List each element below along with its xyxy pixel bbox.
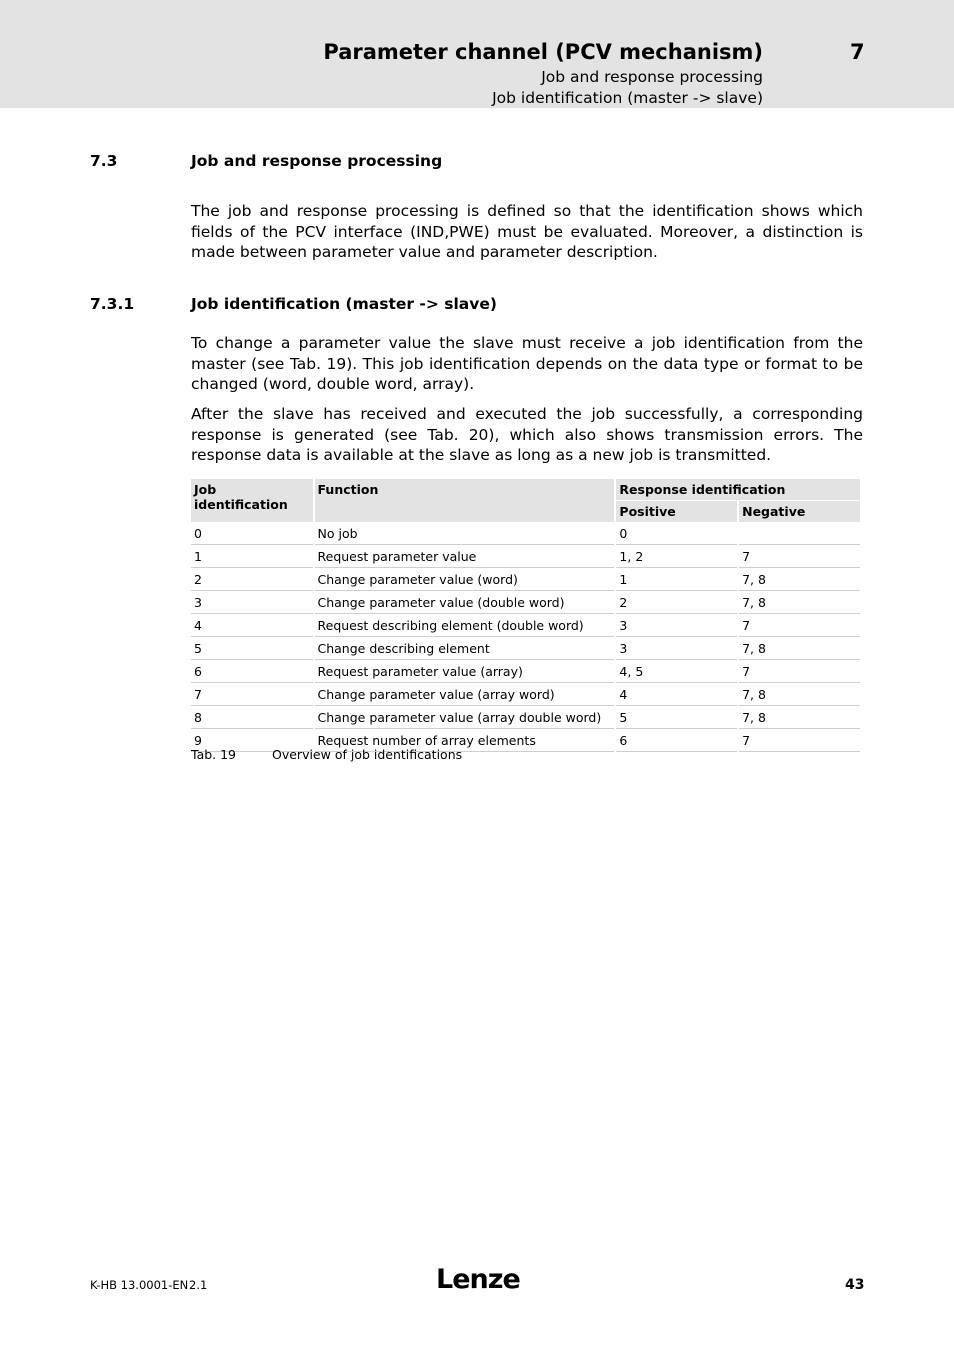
table-caption-text: Overview of job identifications <box>272 747 463 762</box>
cell-negative: 7, 8 <box>739 684 860 706</box>
cell-job: 0 <box>191 523 313 545</box>
table-row <box>191 592 860 614</box>
page-header <box>0 0 954 108</box>
cell-job: 7 <box>191 684 313 706</box>
cell-positive: 4 <box>616 684 737 706</box>
page-number: 43 <box>845 1277 865 1293</box>
cell-positive: 1, 2 <box>616 546 737 568</box>
chapter-title: Parameter channel (PCV mechanism) <box>323 40 763 64</box>
cell-positive: 4, 5 <box>616 661 737 683</box>
footer-version: 2.1 <box>189 1278 208 1292</box>
cell-positive: 0 <box>616 523 737 545</box>
cell-function: Change describing element <box>315 638 615 660</box>
cell-job: 6 <box>191 661 313 683</box>
subsection-paragraph-2: After the slave has received and executed the job successfully, a corresponding response is generated (see Tab. 20), which also shows transmission errors. The response data is available at the slave as long as a new job is transmitted. <box>191 405 863 464</box>
table-row <box>191 569 860 591</box>
cell-function: Change parameter value (array word) <box>315 684 615 706</box>
cell-function: Request number of array elements <box>315 730 615 752</box>
cell-function: No job <box>315 523 615 545</box>
cell-function: Request parameter value (array) <box>315 661 615 683</box>
footer-document-id: K-HB 13.0001-EN <box>90 1278 189 1292</box>
table-row <box>191 523 860 545</box>
header-positive: Positive <box>616 501 737 522</box>
cell-positive: 6 <box>616 730 737 752</box>
subsection-paragraph-1: To change a parameter value the slave must receive a job identification from the master (see Tab. 19). This job identification depends on the data type or format to be changed (word, double word, array). <box>191 334 863 393</box>
cell-negative: 7 <box>739 661 860 683</box>
cell-function: Request describing element (double word) <box>315 615 615 637</box>
chapter-number: 7 <box>850 40 865 64</box>
header-subtitle-section: Job and response processing <box>541 68 763 86</box>
cell-function: Request parameter value <box>315 546 615 568</box>
job-identification-table <box>189 478 862 753</box>
table-caption-label: Tab. 19 <box>191 747 237 762</box>
table-row <box>191 546 860 568</box>
section-heading: Job and response processing <box>191 152 443 170</box>
cell-positive: 3 <box>616 615 737 637</box>
table-row <box>191 707 860 729</box>
cell-negative: 7 <box>739 546 860 568</box>
cell-job: 4 <box>191 615 313 637</box>
table-row <box>191 615 860 637</box>
section-number: 7.3 <box>90 152 118 170</box>
cell-negative: 7, 8 <box>739 592 860 614</box>
cell-negative: 7, 8 <box>739 707 860 729</box>
cell-job: 3 <box>191 592 313 614</box>
header-subtitle-subsection: Job identification (master -> slave) <box>492 89 763 107</box>
cell-job: 5 <box>191 638 313 660</box>
cell-job: 1 <box>191 546 313 568</box>
table-row <box>191 638 860 660</box>
cell-negative: 7, 8 <box>739 638 860 660</box>
cell-job: 8 <box>191 707 313 729</box>
cell-job: 2 <box>191 569 313 591</box>
cell-negative: 7 <box>739 615 860 637</box>
header-response-identification: Response identification <box>616 479 860 500</box>
cell-positive: 2 <box>616 592 737 614</box>
cell-positive: 3 <box>616 638 737 660</box>
cell-positive: 5 <box>616 707 737 729</box>
cell-job: 9 <box>191 730 313 752</box>
cell-function: Change parameter value (array double word) <box>315 707 615 729</box>
cell-negative: 7, 8 <box>739 569 860 591</box>
cell-negative: 7 <box>739 730 860 752</box>
header-job-identification: Job identification <box>191 479 313 522</box>
cell-function: Change parameter value (word) <box>315 569 615 591</box>
subsection-number: 7.3.1 <box>90 295 135 313</box>
lenze-logo: Lenze <box>436 1264 520 1295</box>
header-negative: Negative <box>739 501 860 522</box>
cell-negative <box>739 523 860 545</box>
section-paragraph: The job and response processing is defined so that the identification shows which fields of the PCV interface (IND,PWE) must be evaluated. Moreover, a distinction is made between parameter value and parameter description. <box>191 202 863 261</box>
header-function: Function <box>315 479 615 522</box>
cell-function: Change parameter value (double word) <box>315 592 615 614</box>
table-row <box>191 684 860 706</box>
subsection-heading: Job identification (master -> slave) <box>191 295 497 313</box>
cell-positive: 1 <box>616 569 737 591</box>
table-row <box>191 661 860 683</box>
